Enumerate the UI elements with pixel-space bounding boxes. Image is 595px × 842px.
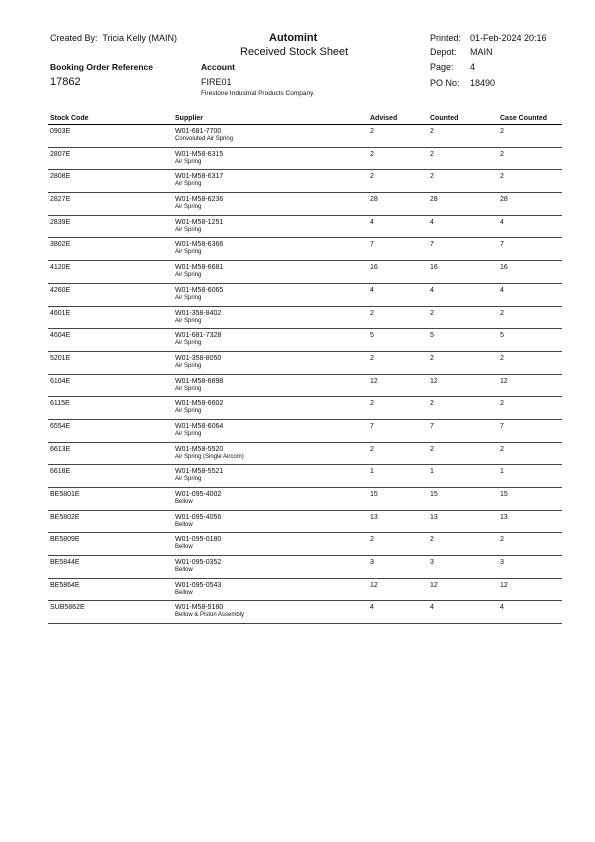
- case-counted-cell: 2: [500, 354, 504, 362]
- supplier-code-cell: W01-095-0352: [175, 559, 222, 567]
- supplier-code-cell: W01-358-8050: [175, 354, 222, 362]
- counted-cell: 3: [430, 559, 434, 567]
- printed-label: Printed:: [430, 33, 462, 43]
- advised-cell: 2: [370, 309, 374, 317]
- table-row: [48, 307, 562, 330]
- stock-code-cell: 2839E: [50, 218, 71, 226]
- supplier-code-cell: W01-M58-1251: [175, 218, 224, 226]
- col-header-advised: Advised: [370, 115, 398, 122]
- booking-ref-value: 17862: [50, 76, 81, 88]
- case-counted-cell: 2: [500, 128, 504, 135]
- supplier-description-cell: Convoluted Air Spring: [175, 136, 234, 142]
- supplier-code-cell: W01-358-8402: [175, 309, 222, 317]
- advised-cell: 2: [370, 128, 374, 135]
- case-counted-cell: 4: [500, 218, 504, 226]
- table-row: [48, 533, 562, 556]
- stock-table: [48, 125, 562, 624]
- supplier-description-cell: Air Spring: [175, 340, 202, 347]
- case-counted-cell: 1: [500, 468, 504, 476]
- counted-cell: 4: [430, 286, 434, 294]
- stock-code-cell: 2807E: [50, 150, 71, 158]
- sheet-title: Received Stock Sheet: [240, 46, 349, 58]
- stock-code-cell: 3802E: [50, 241, 71, 249]
- advised-cell: 28: [370, 196, 378, 204]
- table-row: [48, 216, 562, 239]
- advised-cell: 4: [370, 218, 374, 226]
- supplier-description-cell: Air Spring: [175, 408, 202, 415]
- table-row: [48, 261, 562, 284]
- counted-cell: 2: [430, 536, 434, 544]
- table-row: [48, 420, 562, 443]
- supplier-description-cell: Bellow & Piston Assembly: [175, 612, 245, 619]
- case-counted-cell: 2: [500, 173, 504, 181]
- stock-code-cell: 2808E: [50, 173, 71, 181]
- stock-code-cell: 6613E: [50, 445, 71, 453]
- supplier-description-cell: Bellow: [175, 567, 193, 574]
- stock-code-cell: BE5802E: [50, 513, 80, 521]
- case-counted-cell: 12: [500, 581, 508, 589]
- counted-cell: 7: [430, 241, 434, 249]
- supplier-code-cell: W01-M58-6366: [175, 241, 224, 249]
- po-value: 18490: [470, 78, 496, 88]
- table-row: [48, 170, 562, 193]
- supplier-code-cell: W01-M58-6236: [175, 196, 224, 204]
- advised-cell: 4: [370, 286, 374, 294]
- stock-code-cell: 6104E: [50, 377, 71, 385]
- case-counted-cell: 2: [500, 309, 504, 317]
- advised-cell: 15: [370, 491, 378, 498]
- case-counted-cell: 5: [500, 332, 504, 340]
- supplier-code-cell: W01-M58-5520: [175, 445, 224, 453]
- supplier-description-cell: Air Spring: [175, 362, 202, 369]
- stock-code-cell: 6554E: [50, 422, 71, 430]
- case-counted-cell: 7: [500, 422, 504, 430]
- stock-code-cell: 4120E: [50, 264, 71, 272]
- supplier-description-cell: Air Spring: [175, 272, 202, 279]
- advised-cell: 2: [370, 536, 374, 544]
- supplier-code-cell: W01-M58-5180: [175, 604, 224, 612]
- stock-code-cell: 5201E: [50, 354, 71, 362]
- stock-code-cell: BE5809E: [50, 536, 80, 544]
- advised-cell: 2: [370, 354, 374, 362]
- po-label: PO No:: [430, 78, 460, 88]
- stock-code-cell: SUB5862E: [50, 604, 85, 612]
- supplier-code-cell: W01-681-7700: [175, 128, 222, 135]
- supplier-code-cell: W01-M58-6317: [175, 173, 224, 181]
- stock-code-cell: 6618E: [50, 468, 71, 476]
- case-counted-cell: 7: [500, 241, 504, 249]
- supplier-description-cell: Air Spring: [175, 317, 202, 324]
- counted-cell: 4: [430, 218, 434, 226]
- table-row: [48, 556, 562, 579]
- advised-cell: 7: [370, 422, 374, 430]
- stock-code-cell: 4604E: [50, 332, 71, 340]
- case-counted-cell: 28: [500, 196, 508, 204]
- counted-cell: 2: [430, 400, 434, 408]
- table-row: [48, 193, 562, 216]
- counted-cell: 5: [430, 332, 434, 340]
- stock-code-cell: 4601E: [50, 309, 71, 317]
- stock-code-cell: 2827E: [50, 196, 71, 204]
- stock-code-cell: BE5801E: [50, 491, 80, 498]
- advised-cell: 3: [370, 559, 374, 567]
- advised-cell: 16: [370, 264, 378, 272]
- supplier-description-cell: Air Spring: [175, 430, 202, 437]
- table-row: [48, 352, 562, 375]
- supplier-code-cell: W01-095-0180: [175, 536, 222, 544]
- counted-cell: 7: [430, 422, 434, 430]
- table-row: [48, 443, 562, 466]
- supplier-description-cell: Bellow: [175, 589, 193, 596]
- created-by-value: Tricia Kelly (MAIN): [102, 33, 178, 43]
- depot-value: MAIN: [470, 47, 493, 57]
- page-label: Page:: [430, 62, 454, 72]
- case-counted-cell: 12: [500, 377, 508, 385]
- supplier-code-cell: W01-M58-5521: [175, 468, 224, 476]
- stock-code-cell: BE5864E: [50, 581, 80, 589]
- stock-code-cell: 0903E: [50, 128, 71, 135]
- supplier-description-cell: Bellow: [175, 544, 193, 551]
- counted-cell: 16: [430, 264, 438, 272]
- supplier-description-cell: Air Spring: [175, 294, 202, 301]
- case-counted-cell: 13: [500, 513, 508, 521]
- advised-cell: 12: [370, 581, 378, 589]
- advised-cell: 4: [370, 604, 374, 612]
- account-code: FIRE01: [201, 77, 232, 87]
- supplier-code-cell: W01-M58-6681: [175, 264, 224, 272]
- supplier-code-cell: W01-095-4002: [175, 491, 222, 498]
- supplier-description-cell: Bellow: [175, 499, 193, 505]
- page-value: 4: [470, 62, 476, 72]
- supplier-code-cell: W01-095-0543: [175, 581, 222, 589]
- counted-cell: 2: [430, 445, 434, 453]
- counted-cell: 12: [430, 581, 438, 589]
- created-by: [50, 33, 177, 43]
- counted-cell: 2: [430, 128, 434, 135]
- table-row: [48, 284, 562, 307]
- counted-cell: 28: [430, 196, 438, 204]
- supplier-code-cell: W01-095-4056: [175, 513, 222, 521]
- case-counted-cell: 4: [500, 286, 504, 294]
- counted-cell: 2: [430, 309, 434, 317]
- table-row: [48, 488, 562, 511]
- account-label: Account: [201, 62, 235, 72]
- counted-cell: 2: [430, 150, 434, 158]
- table-row: [48, 511, 562, 534]
- case-counted-cell: 2: [500, 150, 504, 158]
- counted-cell: 13: [430, 513, 438, 521]
- case-counted-cell: 16: [500, 264, 508, 272]
- advised-cell: 5: [370, 332, 374, 340]
- table-row: [48, 329, 562, 352]
- table-row: [48, 465, 562, 488]
- case-counted-cell: 15: [500, 491, 508, 498]
- supplier-code-cell: W01-M58-6602: [175, 400, 224, 408]
- advised-cell: 2: [370, 173, 374, 181]
- counted-cell: 2: [430, 173, 434, 181]
- supplier-description-cell: Air Spring: [175, 204, 202, 211]
- supplier-code-cell: W01-M58-6315: [175, 150, 224, 158]
- case-counted-cell: 2: [500, 400, 504, 408]
- table-row: [48, 148, 562, 171]
- supplier-description-cell: Air Spring: [175, 226, 202, 233]
- table-row: [48, 397, 562, 420]
- advised-cell: 7: [370, 241, 374, 249]
- table-row: [48, 601, 562, 624]
- supplier-description-cell: Air Spring: [175, 181, 202, 188]
- advised-cell: 13: [370, 513, 378, 521]
- counted-cell: 12: [430, 377, 438, 385]
- table-row: [48, 375, 562, 398]
- advised-cell: 2: [370, 445, 374, 453]
- col-header-stock-code: Stock Code: [50, 115, 89, 122]
- supplier-description-cell: Air Spring: [175, 158, 202, 165]
- company-name: Automint: [269, 32, 318, 44]
- supplier-code-cell: W01-M58-6898: [175, 377, 224, 385]
- stock-code-cell: BE5844E: [50, 559, 80, 567]
- table-row: [48, 238, 562, 261]
- case-counted-cell: 2: [500, 536, 504, 544]
- counted-cell: 4: [430, 604, 434, 612]
- stock-code-cell: 6115E: [50, 400, 70, 408]
- table-row: [48, 125, 562, 148]
- advised-cell: 12: [370, 377, 378, 385]
- supplier-description-cell: Air Spring: [175, 476, 202, 483]
- col-header-case-counted: Case Counted: [500, 115, 548, 122]
- case-counted-cell: 4: [500, 604, 504, 612]
- col-header-counted: Counted: [430, 115, 459, 122]
- supplier-code-cell: W01-681-7328: [175, 332, 222, 340]
- advised-cell: 2: [370, 150, 374, 158]
- booking-ref-label: Booking Order Reference: [50, 62, 153, 72]
- stock-code-cell: 4260E: [50, 286, 71, 294]
- case-counted-cell: 2: [500, 445, 504, 453]
- counted-cell: 15: [430, 491, 438, 498]
- account-name: Firestone Industrial Products Company.: [201, 90, 315, 97]
- supplier-description-cell: Bellow: [175, 521, 193, 528]
- supplier-description-cell: Air Spring (Single Aircom): [175, 453, 244, 460]
- advised-cell: 1: [370, 468, 374, 476]
- printed-value: 01-Feb-2024 20:16: [470, 33, 547, 43]
- supplier-code-cell: W01-M58-6065: [175, 286, 224, 294]
- counted-cell: 2: [430, 354, 434, 362]
- case-counted-cell: 3: [500, 559, 504, 567]
- col-header-supplier: Supplier: [175, 115, 204, 122]
- supplier-description-cell: Air Spring: [175, 249, 202, 256]
- table-row: [48, 579, 562, 602]
- supplier-code-cell: W01-M58-6064: [175, 422, 224, 430]
- created-by-label: Created By:: [50, 33, 98, 43]
- advised-cell: 2: [370, 400, 374, 408]
- supplier-description-cell: Air Spring: [175, 385, 202, 392]
- depot-label: Depot:: [430, 47, 457, 57]
- counted-cell: 1: [430, 468, 434, 476]
